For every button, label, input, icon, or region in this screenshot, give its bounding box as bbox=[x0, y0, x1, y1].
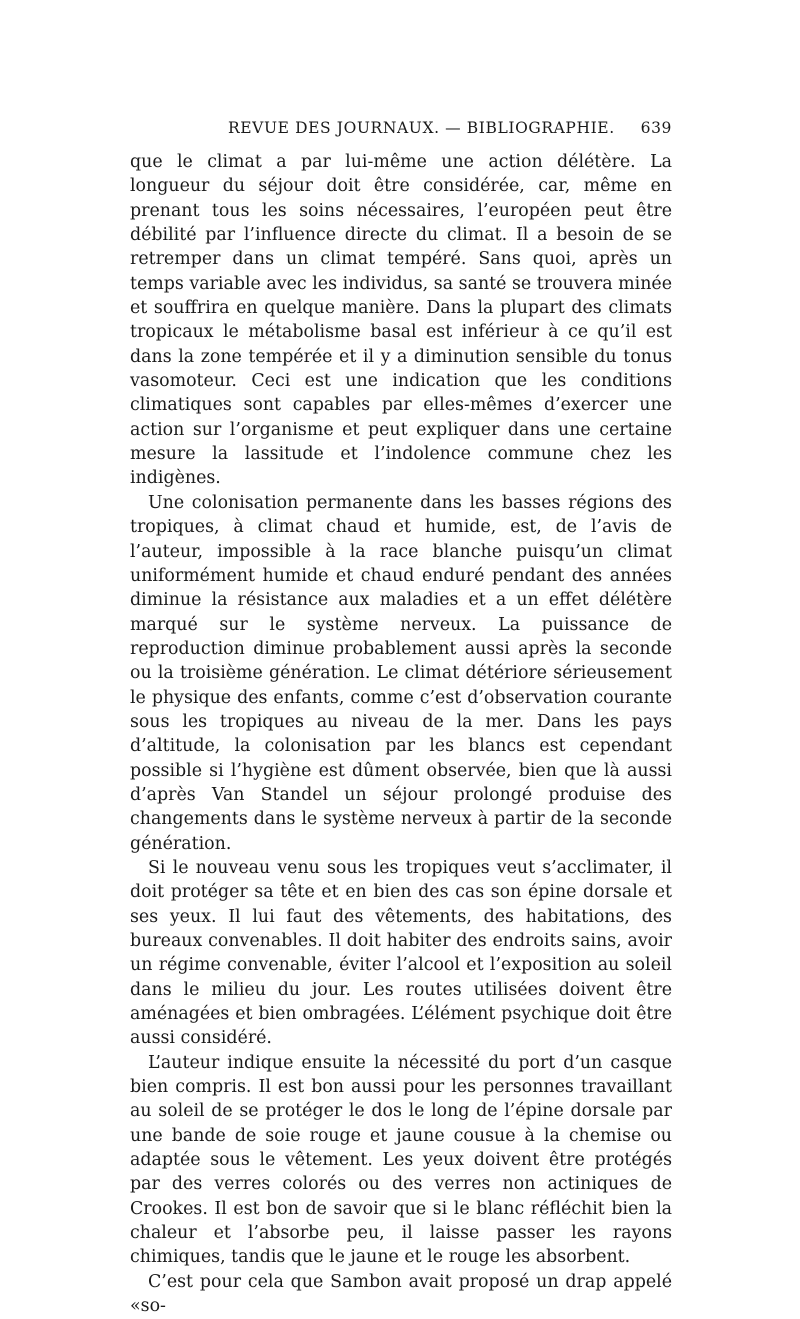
paragraph-1: que le climat a par lui-même une action délétère. La longueur du séjour doit être considérée, car, même en prenant tous les soins nécessaires, l’européen peut être débilité par l’influence directe du climat. Il a besoin de se retremper dans un climat tempéré. Sans quoi, après un temps variable avec les individus, sa santé se trouvera minée et souffrira en quelque manière. Dans la plupart des climats tropicaux le métabolisme basal est inférieur à ce qu’il est dans la zone tempérée et il y a diminution sensible du tonus vasomoteur. Ceci est une indication que les conditions climatiques sont capables par elles-mêmes d’exercer une action sur l’organisme et peut expliquer dans une certaine mesure la lassitude et l’indolence commune chez les indigènes. bbox=[130, 152, 672, 489]
paragraph-4: L’auteur indique ensuite la nécessité du port d’un casque bien compris. Il est bon aussi pour les personnes travaillant au soleil de se protéger le dos le long de l’épine dorsale par une bande de soie rouge et jaune cousue à la chemise ou adaptée sous le vêtement. Les yeux doivent être protégés par des verres colorés ou des verres non actiniques de Crookes. Il est bon de savoir que si le blanc réfléchit bien la chaleur et l’absorbe peu, il laisse passer les rayons chimiques, tandis que le jaune et le rouge les absorbent. bbox=[130, 1052, 672, 1268]
running-title: REVUE DES JOURNAUX. — BIBLIOGRAPHIE. bbox=[228, 119, 615, 137]
paragraph-2: Une colonisation permanente dans les basses régions des tropiques, à climat chaud et humide, est, de l’avis de l’auteur, impossible à la race blanche puisqu’un climat uniformément humide et chaud enduré pendant des années diminue la résistance aux maladies et a un effet délétère marqué sur le système nerveux. La puissance de reproduction diminue probablement aussi après la seconde ou la troisième génération. Le climat détériore sérieusement le physique des enfants, comme c’est d’observation courante sous les tropiques au niveau de la mer. Dans les pays d’altitude, la colonisation par les blancs est cependant possible si l’hygiène est dûment observée, bien que là aussi d’après Van Standel un séjour prolongé produise des changements dans le système nerveux à partir de la seconde génération. bbox=[130, 492, 672, 854]
page-number: 639 bbox=[640, 119, 672, 137]
body-text bbox=[130, 150, 672, 1319]
running-header bbox=[130, 119, 672, 143]
paragraph-3: Si le nouveau venu sous les tropiques veut s’acclimater, il doit protéger sa tête et en bien des cas son épine dorsale et ses yeux. Il lui faut des vêtements, des habitations, des bureaux convenables. Il doit habiter des endroits sains, avoir un régime convenable, éviter l’alcool et l’exposition au soleil dans le milieu du jour. Les routes utilisées doivent être aménagées et bien ombragées. L’élément psychique doit être aussi considéré. bbox=[130, 857, 672, 1049]
paragraph-5: C’est pour cela que Sambon avait proposé un drap appelé «so- bbox=[130, 1271, 672, 1317]
